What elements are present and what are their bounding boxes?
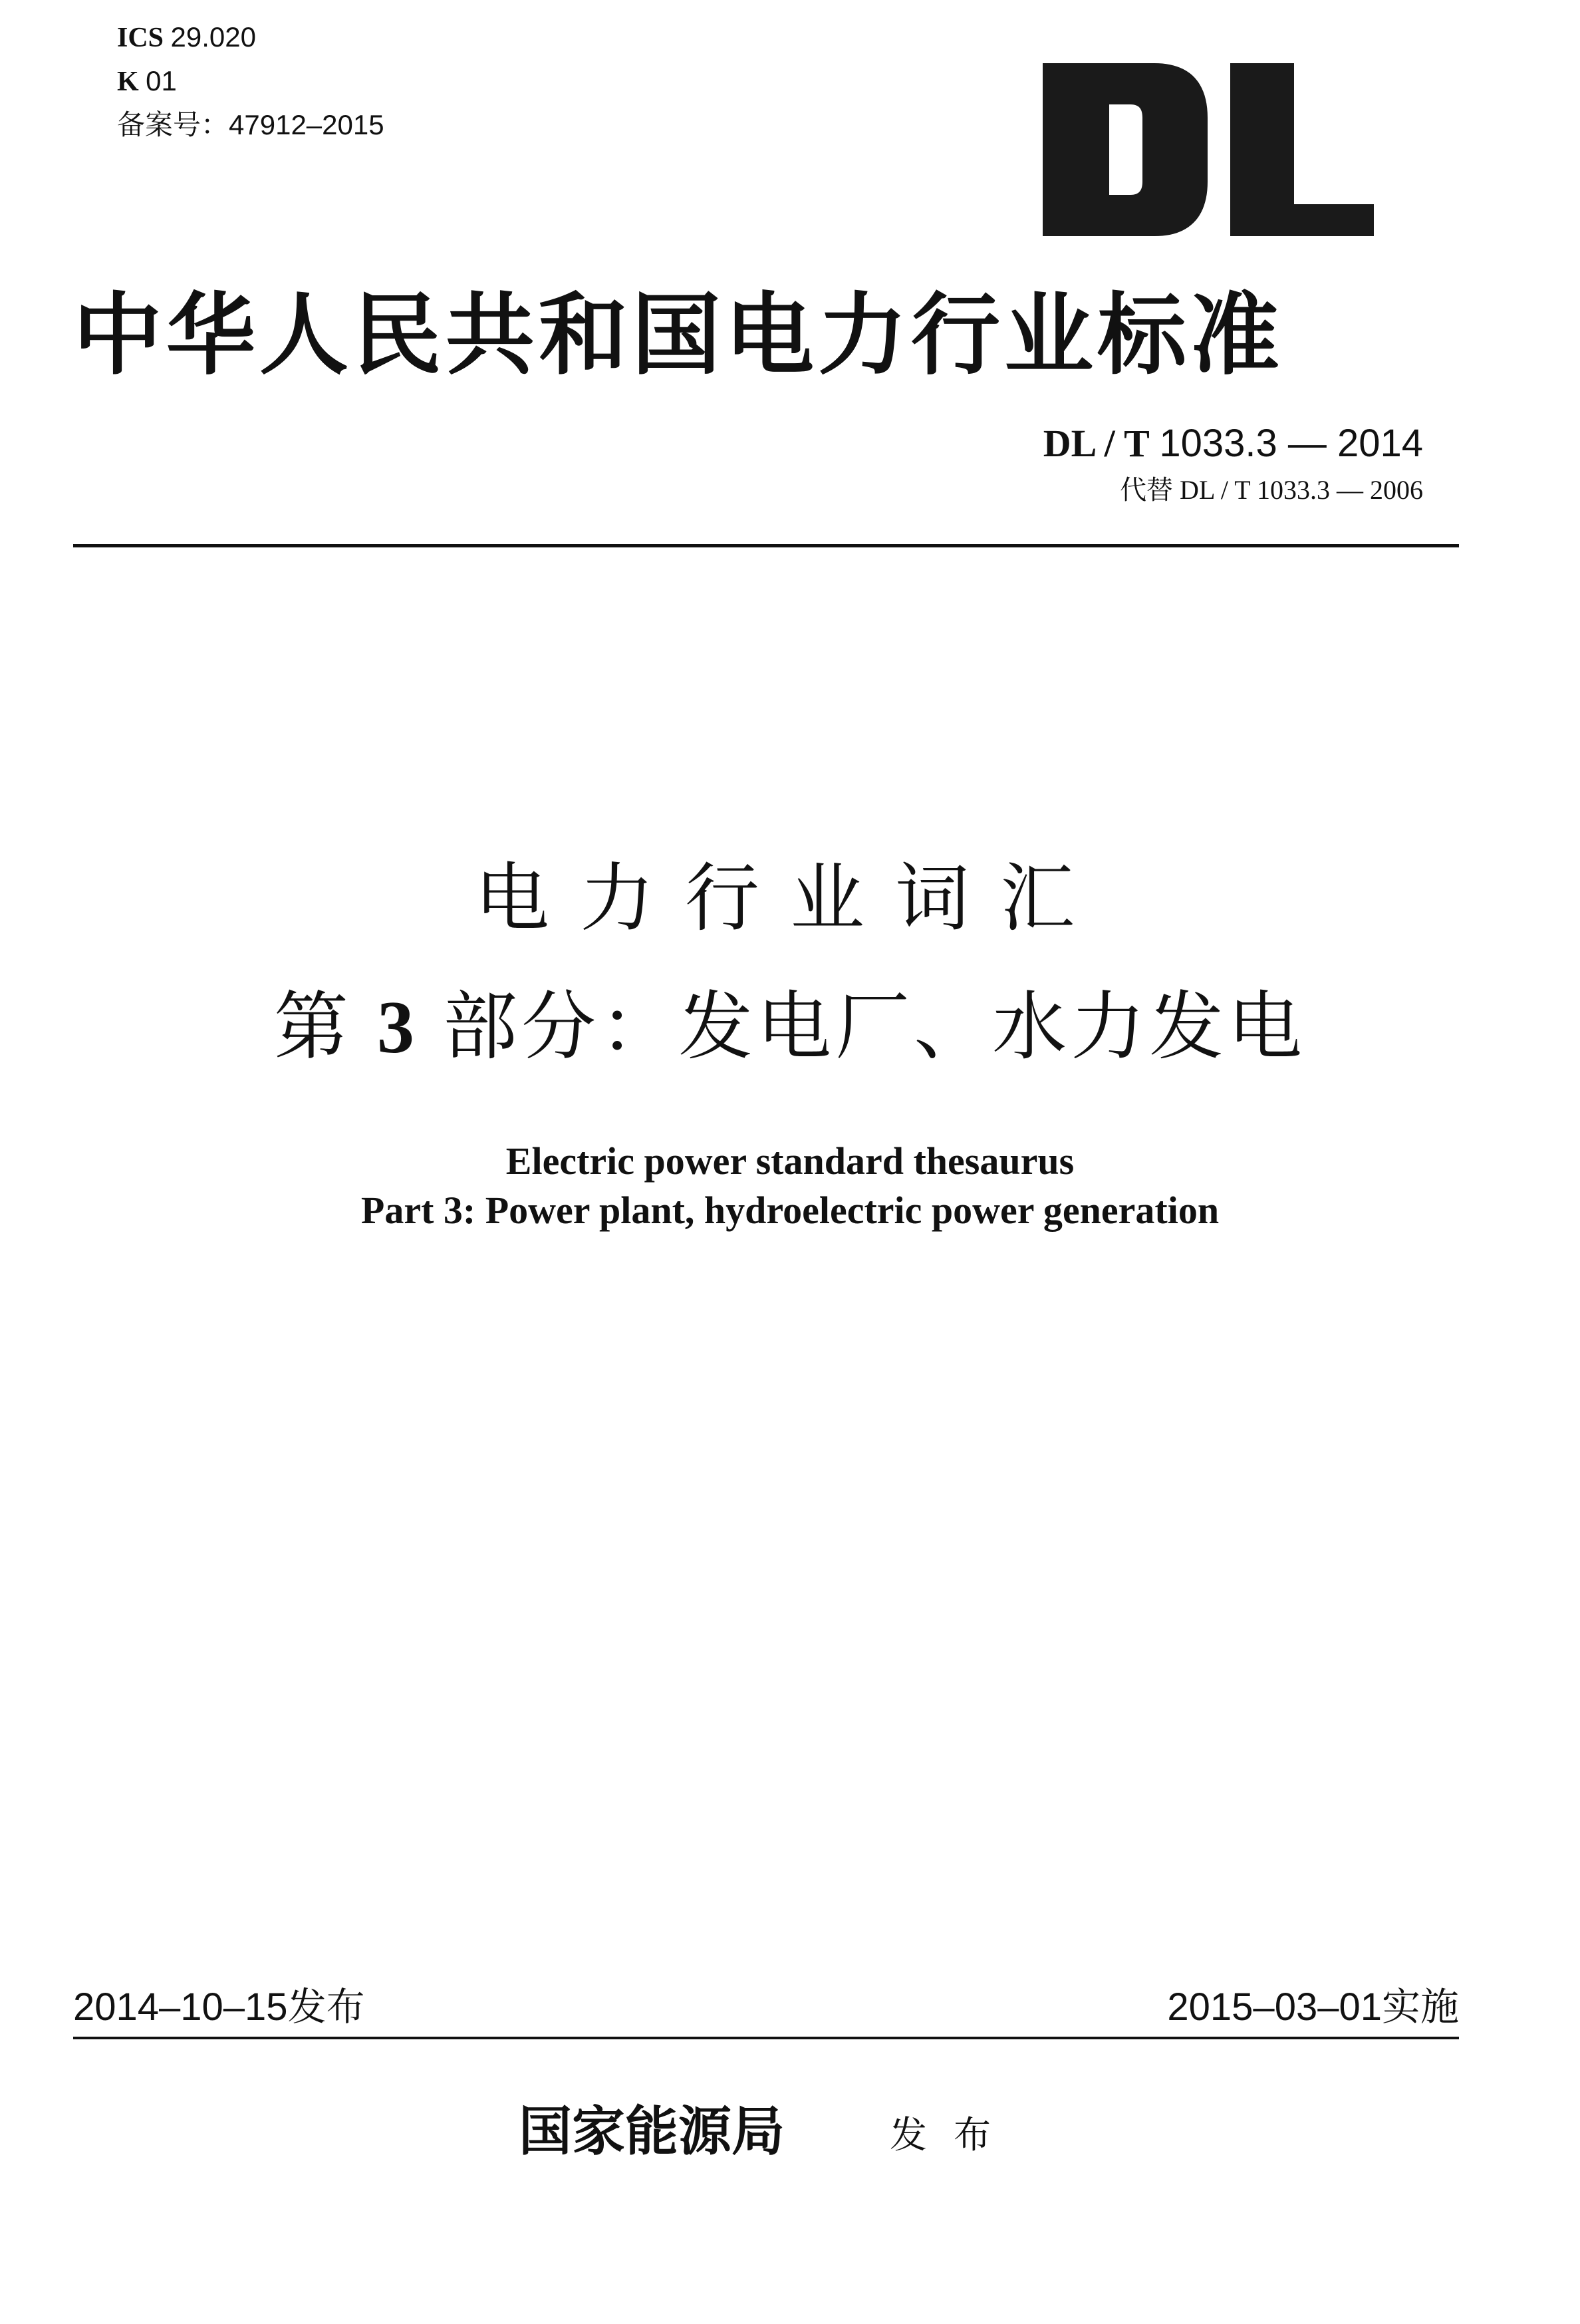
- implementation-date-value: 2015–03–01: [1167, 1985, 1382, 2029]
- dl-logo-letter-l: [1230, 63, 1374, 236]
- cn-title-main: 电力行业词汇: [475, 857, 1105, 940]
- ccs-prefix: K: [117, 67, 139, 97]
- ics-code: [117, 20, 256, 55]
- dl-logo: [1043, 63, 1374, 236]
- industry-standard-title: 中华人民共和国电力行业标准: [73, 287, 1284, 385]
- dl-logo-letter-d: [1043, 63, 1208, 236]
- record-value: 47912–2015: [229, 109, 384, 140]
- cn-title-part-number: 3: [377, 986, 418, 1069]
- publisher-name: 国家能源局: [519, 2103, 785, 2162]
- publish-label: 发布: [890, 2114, 1017, 2156]
- en-title-main: Electric power standard thesaurus: [505, 1139, 1075, 1183]
- cn-title-part-rest: 部分：发电厂、水力发电: [443, 985, 1307, 1068]
- implementation-date: [1167, 1983, 1459, 2031]
- ccs-number: 01: [146, 65, 177, 96]
- cn-title-part-prefix: 第: [273, 985, 352, 1068]
- cn-title-part: [0, 982, 1580, 1073]
- standard-code-prefix: DL / T: [1043, 422, 1150, 465]
- footer-divider: [73, 2037, 1459, 2039]
- record-label: 备案号：: [117, 109, 229, 140]
- standard-code-number: 1033.3 — 2014: [1159, 422, 1423, 465]
- issue-date: [73, 1983, 365, 2031]
- header-divider: [73, 544, 1459, 547]
- ics-number: 29.020: [170, 21, 257, 53]
- issue-date-label: 发布: [287, 1985, 365, 2029]
- en-title-part: Part 3: Power plant, hydroelectric power generation: [360, 1189, 1220, 1232]
- implementation-date-label: 实施: [1381, 1985, 1459, 2029]
- ics-prefix: ICS: [117, 23, 164, 53]
- ccs-code: [117, 64, 177, 99]
- issue-date-value: 2014–10–15: [73, 1985, 288, 2029]
- record-number: [117, 108, 384, 142]
- replaces-standard: 代替 DL / T 1033.3 — 2006: [1120, 475, 1423, 505]
- standard-code: [1043, 420, 1423, 467]
